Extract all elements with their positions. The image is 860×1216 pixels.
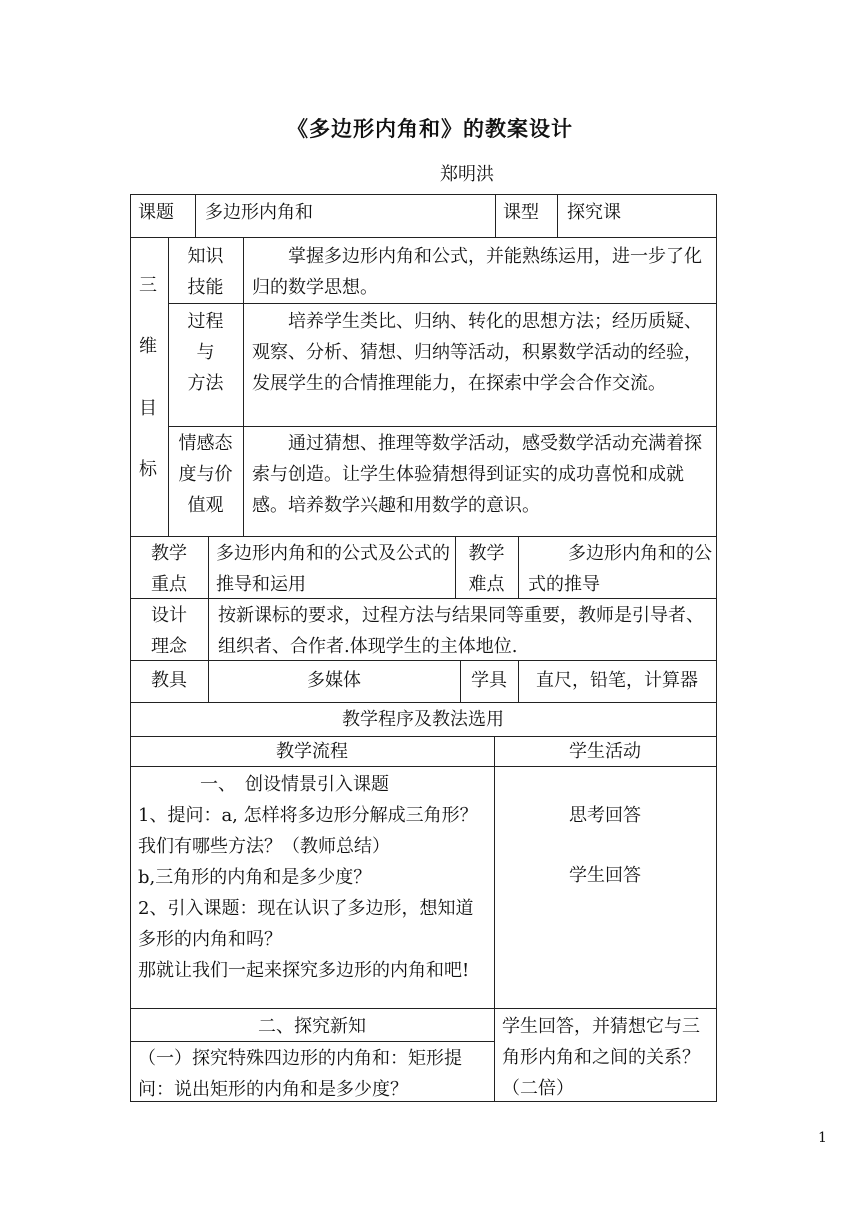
section1-line-4: 那就让我们一起来探究多边形的内角和吧!	[138, 960, 470, 981]
process-label: 过程 与 方法	[187, 311, 224, 394]
knowledge-label: 知识 技能	[187, 246, 224, 298]
process-text: 培养学生类比、归纳、转化的思想方法；经历质疑、观察、分析、猜想、归纳等活动，积累数学活动的经验，发展学生的合情推理能力，在探索中学会合作交流。	[252, 311, 702, 394]
difficulty-value: 多边形内角和的公式的推导	[528, 543, 712, 595]
topic-value: 多边形内角和	[205, 202, 313, 223]
goals-label-char-4: 标	[139, 459, 157, 480]
key-point-label: 教学 重点	[151, 543, 187, 595]
type-value: 探究课	[567, 202, 621, 223]
flow-header: 教学流程	[276, 741, 348, 762]
section2-line-1: （一）探究特殊四边形的内角和：矩形提问：说出矩形的内角和是多少度？	[138, 1048, 462, 1100]
procedure-header: 教学程序及教法选用	[342, 709, 504, 730]
concept-value	[218, 600, 708, 662]
knowledge-text: 掌握多边形内角和公式，并能熟练运用，进一步了化归的数学思想。	[252, 246, 702, 298]
difficulty-label: 教学 难点	[468, 543, 505, 595]
topic-label: 课题	[138, 202, 174, 223]
tools-value: 多媒体	[307, 670, 361, 691]
goals-label-char-1: 三	[139, 275, 157, 296]
emotion-label: 情感态 度与价 值观	[178, 433, 233, 516]
concept-value-text: 按新课标的要求，过程方法与结果同等重要，教师是引导者、组织者、合作者.体现学生的主体地位.	[218, 605, 704, 657]
student-tools-value: 直尺，铅笔，计算器	[536, 670, 698, 691]
section2-activity: 学生回答，并猜想它与三角形内角和之间的关系？（二倍）	[502, 1016, 700, 1099]
section1-line-1: 1、提问：a, 怎样将多边形分解成三角形？我们有哪些方法？（教师总结）	[138, 805, 478, 857]
document-title: 《多边形内角和》的教案设计	[287, 117, 573, 141]
goals-label-char-3: 目	[139, 398, 157, 419]
page-number: 1	[818, 1130, 827, 1146]
type-label: 课型	[503, 202, 539, 223]
section1-line-2: b,三角形的内角和是多少度？	[138, 867, 372, 888]
section1-activity-1: 思考回答	[569, 805, 641, 826]
student-tools-label: 学具	[471, 670, 507, 691]
activity-header: 学生活动	[569, 741, 641, 762]
author-name: 郑明洪	[440, 164, 494, 185]
key-point-value: 多边形内角和的公式及公式的推导和运用	[216, 543, 450, 595]
tools-label: 教具	[151, 670, 187, 691]
section1-line-3: 2、引入课题：现在认识了多边形，想知道多形的内角和吗？	[138, 898, 474, 950]
goals-label-char-2: 维	[139, 336, 157, 357]
section1-activity-2: 学生回答	[569, 865, 641, 886]
section2-heading: 二、探究新知	[258, 1016, 366, 1037]
section1-heading: 一、 创设情景引入课题	[200, 774, 389, 795]
concept-label: 设计 理念	[151, 605, 187, 657]
emotion-text: 通过猜想、推理等数学活动，感受数学活动充满着探索与创造。让学生体验猜想得到证实的成功喜悦和成就感。培养数学兴趣和用数学的意识。	[252, 433, 702, 516]
